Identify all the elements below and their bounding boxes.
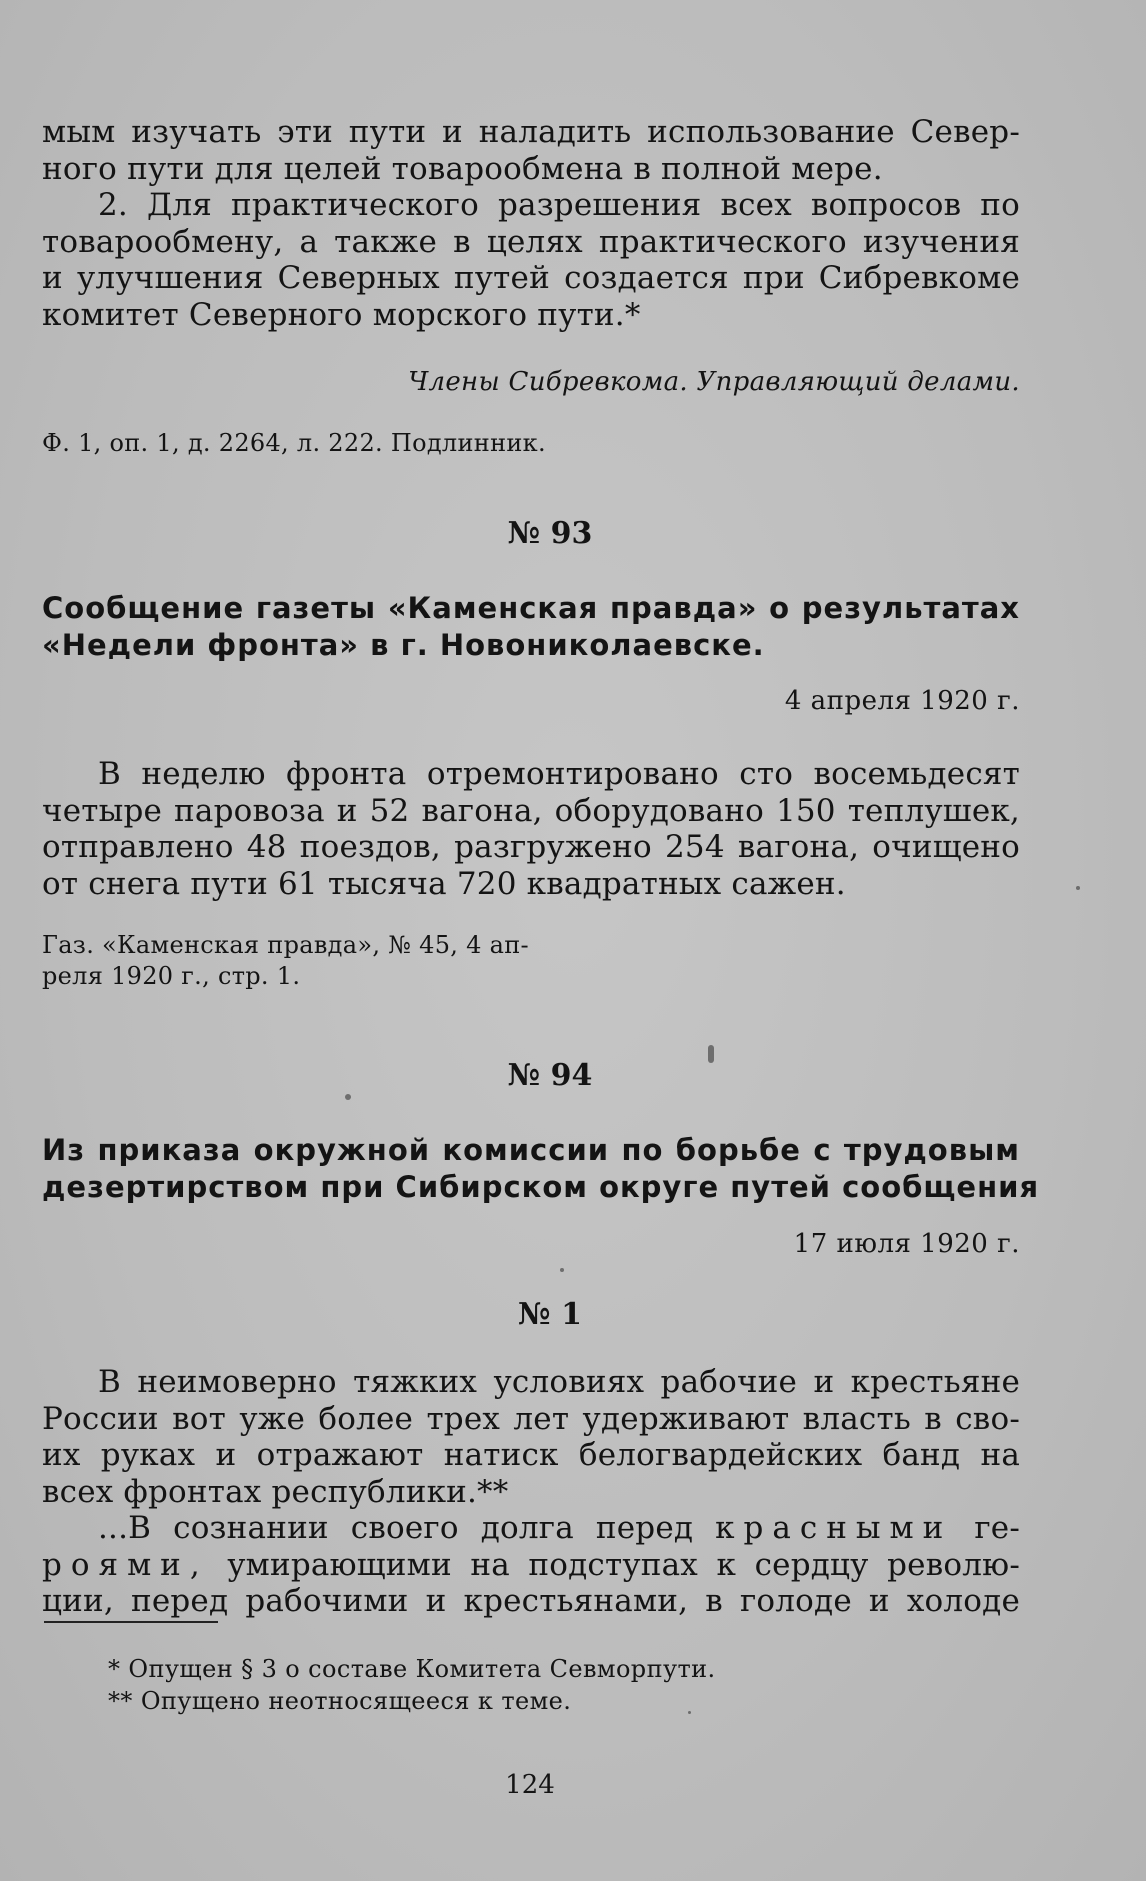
scan-speck — [688, 1711, 691, 1714]
text-fragment: ге- — [974, 1510, 1020, 1546]
title-line: Из приказа окружной комиссии по борьбе с трудовым — [42, 1133, 1020, 1167]
document-date: 17 июля 1920 г. — [793, 1229, 1020, 1259]
text-line: четыре паровоза и 52 вагона, оборудовано 150 теплушек, — [42, 792, 1020, 829]
scan-speck — [345, 1094, 351, 1100]
footnote-rule — [44, 1621, 218, 1623]
document-title — [42, 590, 1020, 664]
text-line: ции, перед рабочими и крестьянами, в голоде и холоде — [42, 1583, 1020, 1619]
order-number: № 1 — [518, 1297, 582, 1332]
footnote: * Опущен § 3 о составе Комитета Севморпути. — [108, 1655, 716, 1683]
title-line: Сообщение газеты «Каменская правда» о результатах — [42, 591, 1020, 625]
emphasized-text: красными — [715, 1510, 953, 1546]
text-line: В неделю фронта отремонтировано сто восемьдесят — [98, 756, 1020, 792]
text-fragment: умирающими на подступах к сердцу револю- — [227, 1546, 1020, 1583]
document-date: 4 апреля 1920 г. — [784, 686, 1020, 716]
footnote: ** Опущено неотносящееся к теме. — [108, 1687, 572, 1715]
source-line: Газ. «Каменская правда», № 45, 4 ап- — [42, 931, 529, 959]
text-line: всех фронтах республики.** — [42, 1473, 509, 1510]
text-line: ного пути для целей товарообмена в полной мере. — [42, 150, 883, 187]
document-body — [42, 1364, 1020, 1620]
text-line: и улучшения Северных путей создается при Сибревкоме — [42, 260, 1020, 296]
scan-speck — [1076, 886, 1080, 890]
scan-speck — [560, 1268, 564, 1272]
document-title — [42, 1132, 1040, 1206]
document-body — [42, 756, 1020, 902]
text-line: от снега пути 61 тысяча 720 квадратных сажен. — [42, 865, 846, 902]
intro-paragraph — [42, 114, 1020, 333]
text-fragment: ...В сознании своего долга перед — [98, 1510, 694, 1546]
text-line: их руках и отражают натиск белогвардейских банд на — [42, 1437, 1020, 1473]
title-line: «Недели фронта» в г. Новониколаевске. — [42, 628, 765, 662]
signature: Члены Сибревкома. Управляющий делами. — [408, 367, 1020, 397]
text-line: 2. Для практического разрешения всех вопросов по — [98, 187, 1020, 223]
source-line: реля 1920 г., стр. 1. — [42, 962, 301, 990]
document-number: № 94 — [507, 1058, 593, 1093]
text-line: отправлено 48 поездов, разгружено 254 вагона, очищено — [42, 829, 1020, 865]
text-line — [42, 1547, 1020, 1584]
text-line: мым изучать эти пути и наладить использование Север- — [42, 114, 1020, 150]
document-number: № 93 — [507, 516, 593, 551]
text-line: России вот уже более трех лет удерживают власть в сво- — [42, 1400, 1020, 1437]
page-number: 124 — [505, 1770, 555, 1800]
text-line: товарообмену, а также в целях практического изучения — [42, 223, 1020, 260]
text-line: комитет Северного морского пути.* — [42, 296, 641, 333]
newspaper-source — [42, 930, 529, 992]
scan-speck — [708, 1045, 714, 1063]
text-line: В неимоверно тяжких условиях рабочие и крестьяне — [98, 1364, 1020, 1400]
text-line — [42, 1510, 1020, 1547]
title-line: дезертирством при Сибирском округе путей сообщения — [42, 1170, 1040, 1204]
archive-source: Ф. 1, оп. 1, д. 2264, л. 222. Подлинник. — [42, 429, 546, 457]
emphasized-text: роями, — [42, 1546, 209, 1583]
